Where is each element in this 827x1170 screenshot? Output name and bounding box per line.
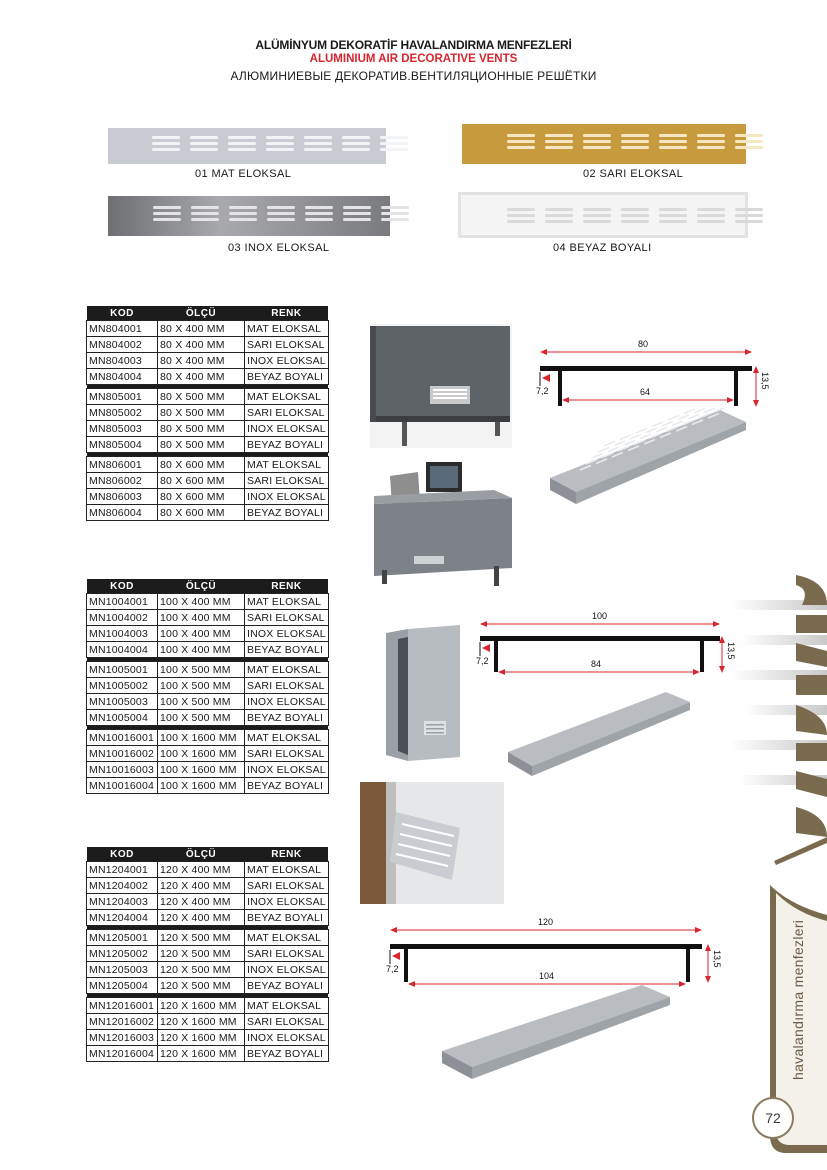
- size-cell: 120 X 400 MM: [158, 862, 245, 878]
- color-cell: BEYAZ BOYALI: [245, 1046, 329, 1062]
- sample-caption: 02 SARI ELOKSAL: [583, 168, 684, 180]
- color-cell: SARI ELOKSAL: [245, 746, 329, 762]
- code-cell: MN806003: [87, 489, 158, 505]
- size-cell: 120 X 500 MM: [158, 962, 245, 978]
- code-cell: MN12016002: [87, 1014, 158, 1030]
- code-cell: MN804003: [87, 353, 158, 369]
- size-cell: 80 X 400 MM: [158, 353, 245, 369]
- size-cell: 80 X 600 MM: [158, 505, 245, 521]
- code-cell: MN1205004: [87, 978, 158, 994]
- color-cell: SARI ELOKSAL: [245, 878, 329, 894]
- sample-caption: 01 MAT ELOKSAL: [195, 168, 292, 180]
- size-cell: 80 X 600 MM: [158, 457, 245, 473]
- color-cell: SARI ELOKSAL: [245, 473, 329, 489]
- color-cell: INOX ELOKSAL: [245, 626, 329, 642]
- size-cell: 80 X 600 MM: [158, 473, 245, 489]
- color-cell: SARI ELOKSAL: [245, 405, 329, 421]
- dim-width-label: 80: [638, 339, 649, 349]
- color-cell: MAT ELOKSAL: [245, 930, 329, 946]
- col-header-olcu: ÖLÇÜ: [158, 847, 245, 862]
- size-cell: 80 X 400 MM: [158, 369, 245, 385]
- size-cell: 120 X 1600 MM: [158, 998, 245, 1014]
- color-cell: INOX ELOKSAL: [245, 489, 329, 505]
- code-cell: MN1204004: [87, 910, 158, 926]
- size-cell: 100 X 500 MM: [158, 662, 245, 678]
- color-cell: MAT ELOKSAL: [245, 862, 329, 878]
- code-cell: MN10016003: [87, 762, 158, 778]
- code-cell: MN1005003: [87, 694, 158, 710]
- size-cell: 100 X 500 MM: [158, 710, 245, 726]
- code-cell: MN10016004: [87, 778, 158, 794]
- code-cell: MN1005002: [87, 678, 158, 694]
- size-cell: 80 X 500 MM: [158, 421, 245, 437]
- code-cell: MN1204001: [87, 862, 158, 878]
- size-cell: 120 X 500 MM: [158, 946, 245, 962]
- color-cell: MAT ELOKSAL: [245, 662, 329, 678]
- code-cell: MN1004003: [87, 626, 158, 642]
- size-cell: 120 X 400 MM: [158, 910, 245, 926]
- dim-lip-label: 7,2: [536, 386, 549, 396]
- size-cell: 80 X 500 MM: [158, 405, 245, 421]
- code-cell: MN805002: [87, 405, 158, 421]
- color-cell: INOX ELOKSAL: [245, 353, 329, 369]
- color-cell: MAT ELOKSAL: [245, 321, 329, 337]
- size-cell: 80 X 500 MM: [158, 389, 245, 405]
- col-header-renk: RENK: [245, 847, 329, 862]
- code-cell: MN1004002: [87, 610, 158, 626]
- color-cell: BEYAZ BOYALI: [245, 978, 329, 994]
- code-cell: MN806004: [87, 505, 158, 521]
- color-cell: SARI ELOKSAL: [245, 946, 329, 962]
- color-cell: SARI ELOKSAL: [245, 1014, 329, 1030]
- dim-lip-label: 7,2: [386, 964, 399, 974]
- size-cell: 120 X 1600 MM: [158, 1030, 245, 1046]
- code-cell: MN1205002: [87, 946, 158, 962]
- vent-render-80: [540, 408, 746, 506]
- page-number: 72: [752, 1097, 794, 1139]
- title-tr: ALÜMİNYUM DEKORATİF HAVALANDIRMA MENFEZLERİ: [255, 38, 572, 52]
- color-cell: BEYAZ BOYALI: [245, 369, 329, 385]
- color-cell: INOX ELOKSAL: [245, 962, 329, 978]
- dim-width-label: 120: [538, 917, 554, 927]
- code-cell: MN1204003: [87, 894, 158, 910]
- size-cell: 120 X 1600 MM: [158, 1046, 245, 1062]
- code-cell: MN805001: [87, 389, 158, 405]
- side-label: havalandırma menfezleri: [790, 919, 806, 1080]
- dim-inner-label: 64: [640, 387, 651, 397]
- size-cell: 100 X 1600 MM: [158, 730, 245, 746]
- code-cell: MN1004001: [87, 594, 158, 610]
- code-cell: MN1205001: [87, 930, 158, 946]
- color-cell: INOX ELOKSAL: [245, 694, 329, 710]
- code-cell: MN1004004: [87, 642, 158, 658]
- dim-lip-label: 7,2: [476, 656, 489, 666]
- col-header-renk: RENK: [245, 579, 329, 594]
- size-cell: 100 X 400 MM: [158, 610, 245, 626]
- size-cell: 100 X 400 MM: [158, 594, 245, 610]
- code-cell: MN12016003: [87, 1030, 158, 1046]
- size-cell: 100 X 500 MM: [158, 694, 245, 710]
- code-cell: MN804004: [87, 369, 158, 385]
- code-cell: MN804001: [87, 321, 158, 337]
- col-header-kod: KOD: [87, 579, 158, 594]
- size-cell: 80 X 500 MM: [158, 437, 245, 453]
- color-cell: INOX ELOKSAL: [245, 894, 329, 910]
- code-cell: MN10016001: [87, 730, 158, 746]
- color-cell: BEYAZ BOYALI: [245, 437, 329, 453]
- color-cell: INOX ELOKSAL: [245, 1030, 329, 1046]
- color-cell: SARI ELOKSAL: [245, 337, 329, 353]
- size-cell: 100 X 400 MM: [158, 626, 245, 642]
- color-cell: INOX ELOKSAL: [245, 762, 329, 778]
- col-header-olcu: ÖLÇÜ: [158, 579, 245, 594]
- code-cell: MN1204002: [87, 878, 158, 894]
- code-cell: MN1205003: [87, 962, 158, 978]
- dim-inner-label: 84: [591, 659, 602, 669]
- size-cell: 80 X 400 MM: [158, 321, 245, 337]
- dim-height-label: 13,5: [712, 950, 722, 968]
- code-cell: MN805003: [87, 421, 158, 437]
- code-cell: MN806002: [87, 473, 158, 489]
- color-cell: BEYAZ BOYALI: [245, 642, 329, 658]
- col-header-kod: KOD: [87, 847, 158, 862]
- size-cell: 100 X 400 MM: [158, 642, 245, 658]
- color-cell: MAT ELOKSAL: [245, 998, 329, 1014]
- code-cell: MN1005001: [87, 662, 158, 678]
- color-cell: BEYAZ BOYALI: [245, 910, 329, 926]
- code-cell: MN804002: [87, 337, 158, 353]
- title-ru: АЛЮМИНИЕВЫЕ ДЕКОРАТИВ.ВЕНТИЛЯЦИОННЫЕ РЕШЁТКИ: [230, 69, 597, 83]
- code-cell: MN10016002: [87, 746, 158, 762]
- vent-render-120: [436, 985, 672, 1081]
- vent-render-100: [500, 690, 692, 778]
- dim-height-label: 13,5: [726, 642, 736, 660]
- sample-caption: 04 BEYAZ BOYALI: [553, 242, 652, 254]
- color-cell: MAT ELOKSAL: [245, 594, 329, 610]
- color-cell: INOX ELOKSAL: [245, 421, 329, 437]
- size-cell: 100 X 1600 MM: [158, 778, 245, 794]
- size-cell: 100 X 500 MM: [158, 678, 245, 694]
- size-cell: 120 X 500 MM: [158, 978, 245, 994]
- color-cell: SARI ELOKSAL: [245, 678, 329, 694]
- dim-height-label: 13,5: [760, 372, 770, 390]
- size-cell: 80 X 600 MM: [158, 489, 245, 505]
- color-cell: SARI ELOKSAL: [245, 610, 329, 626]
- size-cell: 120 X 500 MM: [158, 930, 245, 946]
- size-cell: 120 X 1600 MM: [158, 1014, 245, 1030]
- color-cell: BEYAZ BOYALI: [245, 778, 329, 794]
- size-cell: 80 X 400 MM: [158, 337, 245, 353]
- size-cell: 120 X 400 MM: [158, 878, 245, 894]
- brand-logo-strip: [730, 575, 827, 1155]
- size-cell: 120 X 400 MM: [158, 894, 245, 910]
- code-cell: MN805004: [87, 437, 158, 453]
- code-cell: MN1005004: [87, 710, 158, 726]
- code-cell: MN12016001: [87, 998, 158, 1014]
- color-cell: BEYAZ BOYALI: [245, 505, 329, 521]
- size-cell: 100 X 1600 MM: [158, 762, 245, 778]
- col-header-renk: RENK: [245, 306, 329, 321]
- color-cell: MAT ELOKSAL: [245, 457, 329, 473]
- col-header-olcu: ÖLÇÜ: [158, 306, 245, 321]
- color-cell: MAT ELOKSAL: [245, 389, 329, 405]
- dim-inner-label: 104: [539, 971, 555, 981]
- code-cell: MN12016004: [87, 1046, 158, 1062]
- code-cell: MN806001: [87, 457, 158, 473]
- size-cell: 100 X 1600 MM: [158, 746, 245, 762]
- col-header-kod: KOD: [87, 306, 158, 321]
- sample-caption: 03 INOX ELOKSAL: [228, 242, 330, 254]
- color-cell: MAT ELOKSAL: [245, 730, 329, 746]
- color-cell: BEYAZ BOYALI: [245, 710, 329, 726]
- title-en: ALUMINIUM AIR DECORATIVE VENTS: [309, 53, 518, 65]
- dim-width-label: 100: [592, 611, 608, 621]
